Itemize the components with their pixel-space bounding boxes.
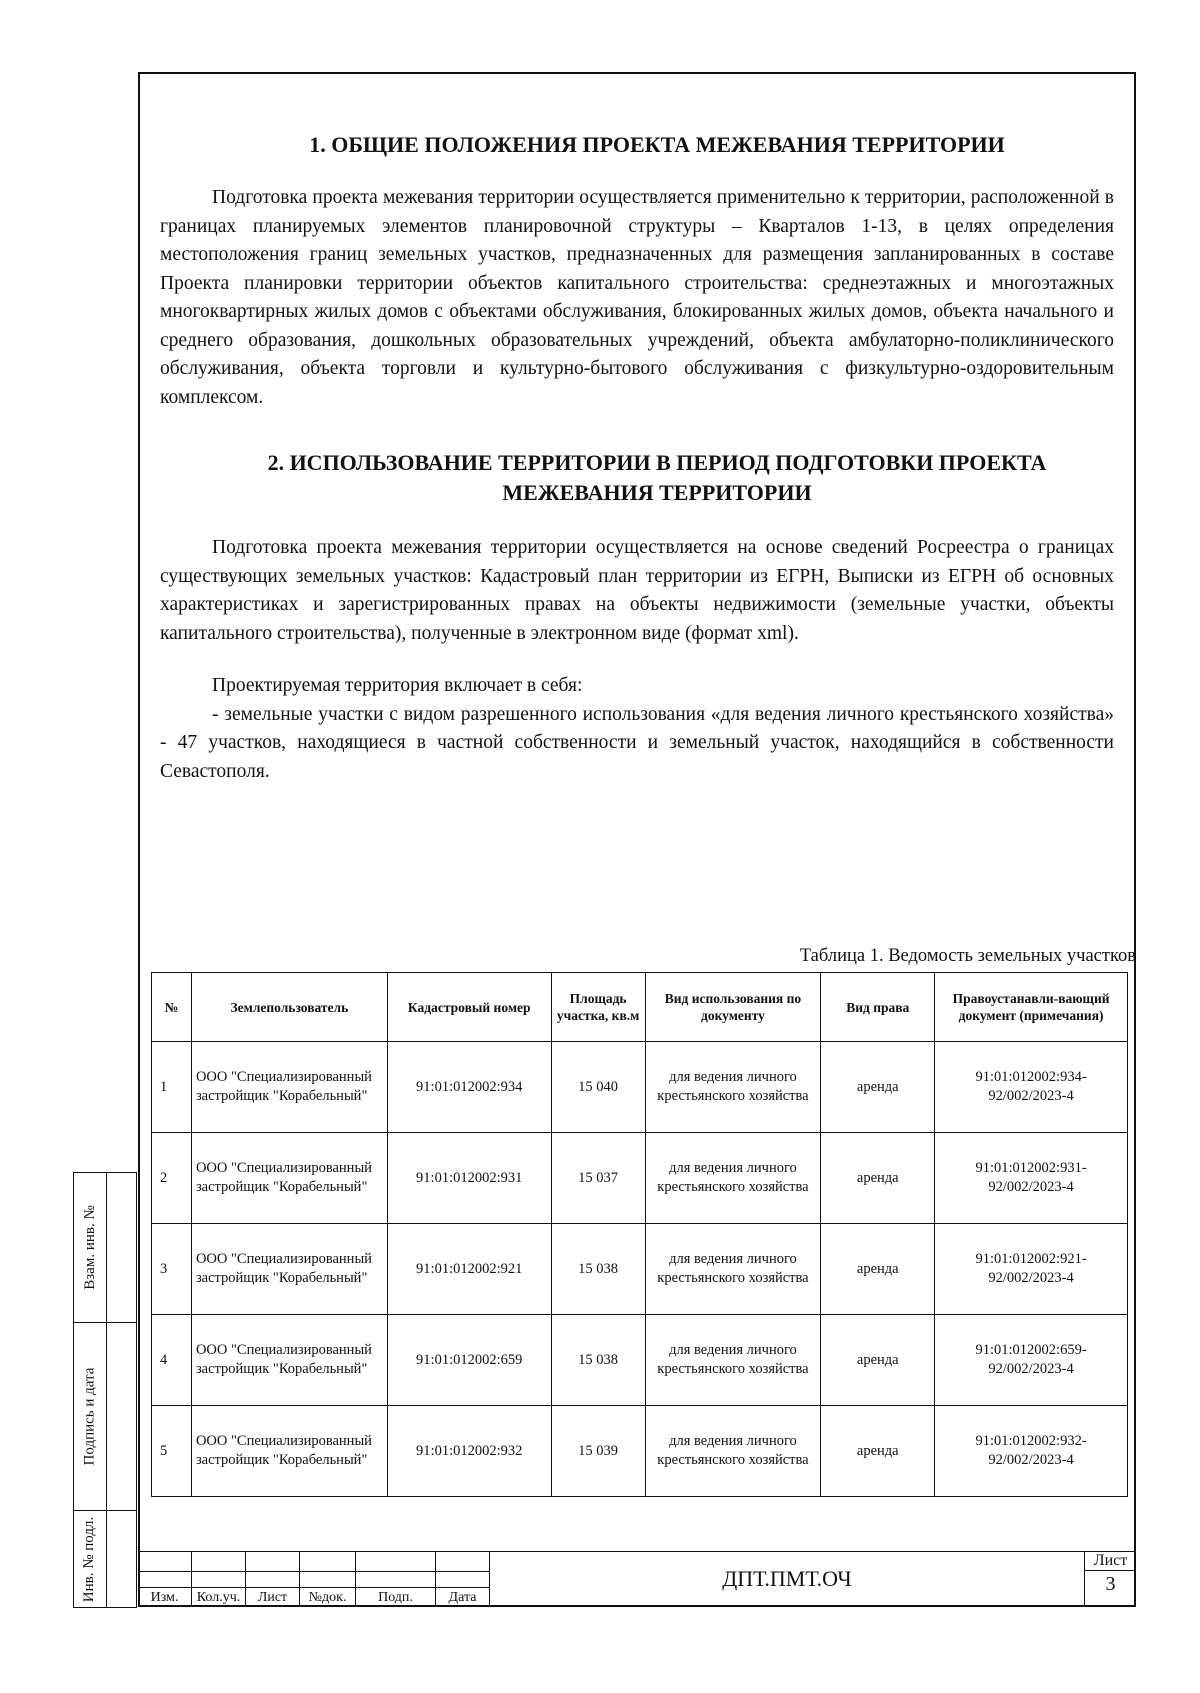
document-code: ДПТ.ПМТ.ОЧ — [722, 1566, 852, 1591]
sheet-box — [1084, 1551, 1136, 1607]
tb-grid-cell — [356, 1551, 436, 1571]
tb-grid-cell — [192, 1551, 246, 1571]
tb-grid-cell — [436, 1571, 490, 1587]
side-stamp-value-column — [106, 1172, 137, 1608]
section1-paragraph: Подготовка проекта межевания территории осуществляется применительно к территории, расположенной в границах планируемых элементов планировочной структуры – Кварталов 1-13, в целях определения местоположения границ земельных участков, предназначенных для размещения запланированных в составе Проекта планировки территории объектов капитального строительства: среднеэтажных и многоэтажных многоквартирных жилых домов с объектами обслуживания, блокированных жилых домов, объекта начального и среднего образования, дошкольных образовательных учреждений, объекта амбулаторно-поликлинического обслуживания, объекта торговли и культурно-бытового обслуживания с физкультурно-оздоровительным комплексом. — [160, 187, 1114, 408]
cell-num: 5 — [152, 1406, 192, 1497]
tb-label-data: Дата — [436, 1587, 490, 1607]
table-row — [152, 1315, 1128, 1406]
cell-user: ООО "Специализированный застройщик "Корабельный" — [191, 1406, 387, 1497]
cell-use: для ведения личного крестьянского хозяйства — [645, 1224, 821, 1315]
tb-grid-cell — [246, 1571, 300, 1587]
header-cadastral: Кадастровый номер — [387, 973, 551, 1042]
tb-grid-cell — [138, 1551, 192, 1571]
tb-grid-cell — [246, 1551, 300, 1571]
cell-area: 15 040 — [551, 1042, 645, 1133]
tb-label-izm: Изм. — [138, 1587, 192, 1607]
section2-paragraph2: Проектируемая территория включает в себя: — [212, 675, 583, 696]
header-user: Землепользователь — [191, 973, 387, 1042]
cell-num: 4 — [152, 1315, 192, 1406]
cell-use: для ведения личного крестьянского хозяйства — [645, 1406, 821, 1497]
section2-title — [160, 448, 1114, 508]
section2-paragraph1: Подготовка проекта межевания территории осуществляется на основе сведений Росреестра о границах существующих земельных участков: Кадастровый план территории из ЕГРН, Выписки из ЕГРН об основных характеристиках и зарегистрированных правах на объекты недвижимости (земельные участки, объекты капитального строительства), полученные в электронном виде (формат xml). — [160, 537, 1114, 644]
section2-title-line1: 2. ИСПОЛЬЗОВАНИЕ ТЕРРИТОРИИ В ПЕРИОД ПОДГОТОВКИ ПРОЕКТА — [267, 450, 1047, 475]
cell-user: ООО "Специализированный застройщик "Корабельный" — [191, 1224, 387, 1315]
cell-document: 91:01:012002:921-92/002/2023-4 — [935, 1224, 1128, 1315]
cell-right: аренда — [821, 1406, 935, 1497]
sheet-label: Лист — [1085, 1551, 1136, 1571]
tb-label-list: Лист — [246, 1587, 300, 1607]
cell-cadastral: 91:01:012002:921 — [387, 1224, 551, 1315]
cell-right: аренда — [821, 1042, 935, 1133]
cell-right: аренда — [821, 1315, 935, 1406]
cell-use: для ведения личного крестьянского хозяйства — [645, 1133, 821, 1224]
table-row — [152, 1224, 1128, 1315]
podpis-label: Подпись и дата — [81, 1367, 98, 1465]
cell-right: аренда — [821, 1224, 935, 1315]
cell-cadastral: 91:01:012002:659 — [387, 1315, 551, 1406]
section2-paragraph3: - земельные участки с видом разрешенного использования «для ведения личного крестьянского хозяйства» - 47 участков, находящиеся в частной собственности и земельный участок, находящийся в собственности Севастополя. — [160, 703, 1114, 782]
cell-use: для ведения личного крестьянского хозяйства — [645, 1315, 821, 1406]
document-body — [160, 130, 1114, 786]
header-area: Площадь участка, кв.м — [551, 973, 645, 1042]
table-caption: Таблица 1. Ведомость земельных участков — [799, 946, 1136, 966]
table-row — [152, 1406, 1128, 1497]
cell-area: 15 039 — [551, 1406, 645, 1497]
header-right: Вид права — [821, 973, 935, 1042]
tb-label-kolvo: Кол.уч. — [192, 1587, 246, 1607]
tb-grid-cell — [300, 1551, 356, 1571]
header-num: № — [152, 973, 192, 1042]
header-use: Вид использования по документу — [645, 973, 821, 1042]
cell-area: 15 038 — [551, 1315, 645, 1406]
cell-num: 2 — [152, 1133, 192, 1224]
cell-user: ООО "Специализированный застройщик "Корабельный" — [191, 1133, 387, 1224]
tb-grid-cell — [138, 1571, 192, 1587]
inv-label: Инв. № подл. — [81, 1516, 98, 1602]
cell-area: 15 038 — [551, 1224, 645, 1315]
tb-grid-cell — [192, 1571, 246, 1587]
cell-use: для ведения личного крестьянского хозяйства — [645, 1042, 821, 1133]
tb-grid-cell — [300, 1571, 356, 1587]
tb-label-podp: Подп. — [356, 1587, 436, 1607]
table-row — [152, 1133, 1128, 1224]
cell-document: 91:01:012002:934-92/002/2023-4 — [935, 1042, 1128, 1133]
cell-document: 91:01:012002:932-92/002/2023-4 — [935, 1406, 1128, 1497]
tb-grid-cell — [436, 1551, 490, 1571]
cell-num: 1 — [152, 1042, 192, 1133]
tb-grid-cell — [356, 1571, 436, 1587]
cell-user: ООО "Специализированный застройщик "Корабельный" — [191, 1042, 387, 1133]
cell-cadastral: 91:01:012002:934 — [387, 1042, 551, 1133]
cell-num: 3 — [152, 1224, 192, 1315]
cell-document: 91:01:012002:931-92/002/2023-4 — [935, 1133, 1128, 1224]
cell-right: аренда — [821, 1133, 935, 1224]
cell-area: 15 037 — [551, 1133, 645, 1224]
section1-title: 1. ОБЩИЕ ПОЛОЖЕНИЯ ПРОЕКТА МЕЖЕВАНИЯ ТЕРРИТОРИИ — [309, 132, 1005, 157]
header-document: Правоустанавли-вающий документ (примечания) — [935, 973, 1128, 1042]
table-row — [152, 1042, 1128, 1133]
cell-cadastral: 91:01:012002:931 — [387, 1133, 551, 1224]
cell-document: 91:01:012002:659-92/002/2023-4 — [935, 1315, 1128, 1406]
table-header-row — [152, 973, 1128, 1042]
land-plots-table — [151, 972, 1128, 1497]
vzam-label: Взам. инв. № — [81, 1204, 98, 1290]
cell-user: ООО "Специализированный застройщик "Корабельный" — [191, 1315, 387, 1406]
section2-title-line2: МЕЖЕВАНИЯ ТЕРРИТОРИИ — [502, 480, 812, 505]
cell-cadastral: 91:01:012002:932 — [387, 1406, 551, 1497]
sheet-number: 3 — [1105, 1573, 1116, 1595]
side-stamp — [73, 1172, 137, 1608]
tb-label-ndok: №док. — [300, 1587, 356, 1607]
